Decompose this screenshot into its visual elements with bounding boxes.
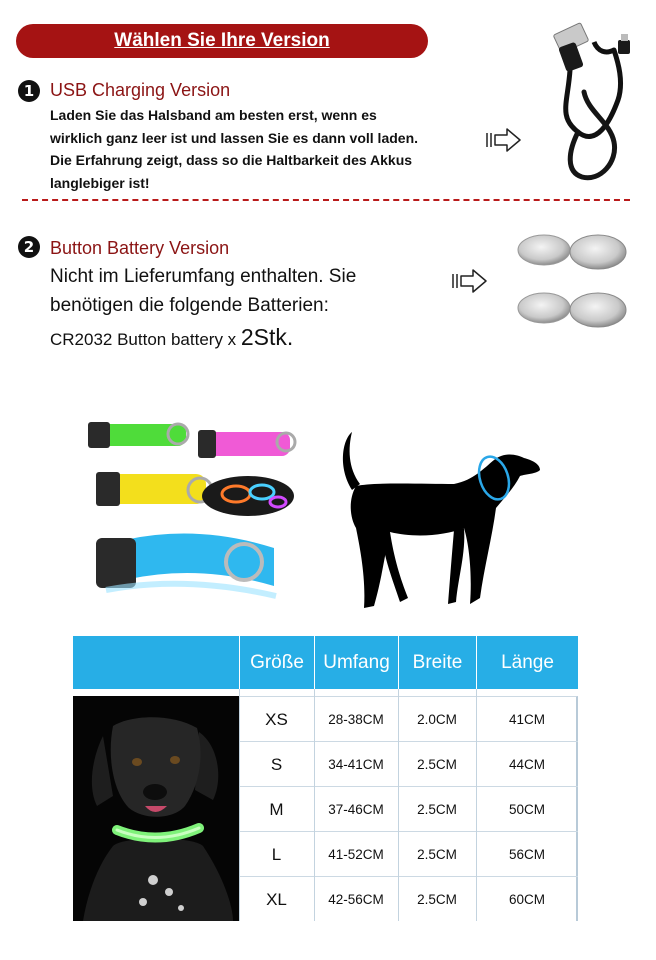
row-size: M: [269, 799, 284, 819]
usb-line-4: langlebiger ist!: [50, 174, 150, 191]
battery-type-text: CR2032 Button battery x: [50, 330, 241, 349]
battery-type-line: [50, 323, 470, 354]
row-length: 44CM: [508, 757, 545, 772]
table-row: [239, 697, 578, 742]
header-circumference: Umfang: [314, 636, 398, 689]
row-circumference: 41-52CM: [328, 847, 384, 862]
column-divider: [239, 689, 240, 921]
row-width: 2.5CM: [417, 757, 457, 772]
version-banner: [16, 24, 428, 58]
size-table: [73, 636, 578, 921]
row-length: 56CM: [508, 847, 545, 862]
usb-version-title: USB Charging Version: [50, 80, 231, 100]
row-size: L: [271, 844, 282, 864]
battery-quantity: 2Stk.: [240, 324, 294, 350]
usb-line-3: Die Erfahrung zeigt, dass so die Haltbarkeit des Akkus: [50, 152, 413, 168]
section-separator: [22, 199, 630, 201]
row-circumference: 34-41CM: [328, 757, 384, 772]
usb-version-description: [50, 104, 480, 194]
row-width: 2.5CM: [417, 802, 457, 817]
usb-line-2: wirklich ganz leer ist und lassen Sie es dann voll laden.: [50, 129, 419, 146]
column-divider: [398, 689, 399, 921]
button-battery-image: [510, 226, 636, 336]
number-two-icon: 2: [18, 236, 40, 258]
usb-line-1: Laden Sie das Halsband am besten erst, wenn es: [50, 107, 377, 123]
row-length: 41CM: [508, 712, 545, 727]
row-size: S: [270, 754, 283, 774]
battery-line-2: benötigen die folgende Batterien:: [50, 295, 329, 316]
battery-line-1: Nicht im Lieferumfang enthalten. Sie: [50, 266, 357, 287]
header-size: Größe: [239, 636, 314, 689]
led-collars-image: [86, 410, 300, 620]
table-row: [239, 877, 578, 922]
row-size: XS: [265, 709, 288, 729]
row-circumference: 42-56CM: [328, 892, 384, 907]
arrow-right-icon: [452, 268, 488, 294]
row-width: 2.0CM: [417, 712, 457, 727]
dog-silhouette-image: [334, 428, 548, 612]
row-circumference: 28-38CM: [328, 712, 384, 727]
table-header: [73, 636, 578, 689]
row-length: 60CM: [508, 892, 545, 907]
battery-version-description: [50, 262, 470, 354]
arrow-right-icon: [486, 127, 522, 153]
dog-photo: [73, 696, 239, 921]
dog-with-led-collar-image: [73, 696, 239, 921]
table-row: [239, 832, 578, 877]
header-length: Länge: [476, 636, 578, 689]
table-row: [239, 742, 578, 787]
row-size: XL: [266, 889, 287, 909]
row-length: 50CM: [508, 802, 545, 817]
column-divider: [476, 689, 477, 921]
table-row: [239, 787, 578, 832]
usb-cable-image: [548, 22, 640, 184]
battery-version-title: Button Battery Version: [50, 238, 230, 258]
number-one-icon: 1: [18, 80, 40, 102]
header-width: Breite: [398, 636, 476, 689]
row-circumference: 37-46CM: [328, 802, 384, 817]
row-width: 2.5CM: [417, 847, 457, 862]
column-divider: [314, 689, 315, 921]
row-width: 2.5CM: [417, 892, 457, 907]
banner-title: Wählen Sie Ihre Version: [114, 30, 330, 51]
